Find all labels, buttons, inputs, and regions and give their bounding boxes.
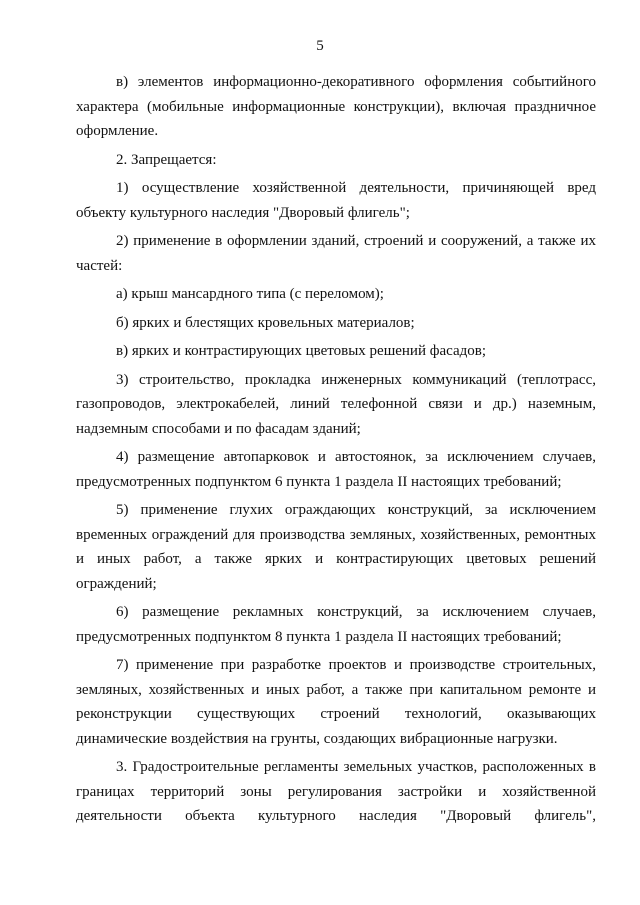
paragraph-prohibited-3: 3) строительство, прокладка инженерных коммуникаций (теплотрасс, газопроводов, электрокабелей, линий телефонной связи и др.) наземным, надземным способами и по фасадам зданий; <box>76 371 596 437</box>
paragraph-prohibited-heading: 2. Запрещается: <box>116 151 217 168</box>
paragraph-decorative-elements: в) элементов информационно-декоративного оформления событийного характера (мобильные информационные конструкции), включая праздничное оформление. <box>76 74 596 139</box>
page-number: 5 <box>316 38 324 54</box>
paragraph-prohibited-2c: в) ярких и контрастирующих цветовых решений фасадов; <box>116 343 486 359</box>
paragraph-prohibited-1: 1) осуществление хозяйственной деятельности, причиняющей вред объекту культурного наследия "Дворовый флигель"; <box>76 180 596 221</box>
document-body <box>76 70 596 833</box>
paragraph-prohibited-4: 4) размещение автопарковок и автостоянок, за исключением случаев, предусмотренных подпунктом 6 пункта 1 раздела II настоящих требований; <box>76 449 596 490</box>
paragraph-prohibited-6: 6) размещение рекламных конструкций, за исключением случаев, предусмотренных подпунктом 8 пункта 1 раздела II настоящих требований; <box>76 604 596 645</box>
paragraph-regulations-3: 3. Градостроительные регламенты земельных участков, расположенных в границах территорий зоны регулирования застройки и хозяйственной деятельности объекта культурного наследия "Дворовый флигель", <box>76 759 596 824</box>
paragraph-prohibited-7: 7) применение при разработке проектов и производстве строительных, земляных, хозяйственных и иных работ, а также при капитальном ремонте и реконструкции существующих строений технологий, оказывающих динамические воздействия на грунты, создающих вибрационные нагрузки. <box>76 657 596 747</box>
paragraph-prohibited-2: 2) применение в оформлении зданий, строений и сооружений, а также их частей: <box>76 233 596 274</box>
paragraph-prohibited-5: 5) применение глухих ограждающих конструкций, за исключением временных ограждений для производства земляных, хозяйственных, ремонтных и иных работ, а также ярких и контрастирующих цветовых решений ограждений; <box>76 502 596 592</box>
paragraph-prohibited-2b: б) ярких и блестящих кровельных материалов; <box>116 314 415 331</box>
paragraph-prohibited-2a: а) крыш мансардного типа (с переломом); <box>116 286 384 302</box>
